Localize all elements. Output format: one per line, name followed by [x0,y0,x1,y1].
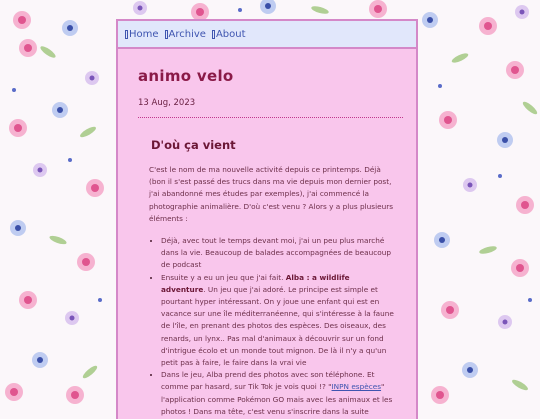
list-item [161,235,394,272]
nav-archive-label: Archive [168,28,206,40]
nav-archive-link[interactable] [165,29,206,40]
post-body [149,164,394,418]
nav-marker-icon [125,30,128,39]
nav-about-label: About [215,28,246,40]
bullet-text: " l'application comme Pokémon GO mais avec les animaux et les photos ! Dans ma tête, c'est venu s'inscrire dans la suite [161,382,393,416]
nav-home-link[interactable] [125,29,159,40]
nav-about-link[interactable] [212,29,246,40]
nav-marker-icon [212,30,215,39]
post-card [116,19,418,419]
inpn-especes-link[interactable]: INPN espèces [331,382,382,392]
dotted-divider [138,117,403,118]
nav-marker-icon [165,30,168,39]
bullet-list [149,235,394,418]
post-date: 13 Aug, 2023 [138,98,196,108]
list-item [161,272,394,370]
bullet-text: Dans le jeu, Alba prend des photos avec son téléphone. Et comme par hasard, sur Tik Tok je vois quoi !? " [161,370,375,392]
nav-home-label: Home [129,28,159,40]
bullet-text: . Un jeu que j'ai adoré. Le principe est simple et pourtant hyper intéressant. On y joue une enfant qui est en vacance sur une île méditerranéenne, qui s'intéresse à la faune de l'île, en prenant des photos des espèces. Des oiseaux, des renards, un lynx.. Pas mal d'animaux à découvrir sur un fond d'intrigue écolo et un monde tout mignon. De là il n'y a qu'un petit pas à faire, le faire dans la vrai vie [161,284,394,368]
game-title: Alba : a wildlife adventure [161,272,350,294]
bullet-text: Ensuite y a eu un jeu que j'ai fait. [161,272,286,282]
list-item [161,369,394,418]
bullet-text: Déjà, avec tout le temps devant moi, j'ai un peu plus marché dans la vie. Beaucoup de balades accompagnées de beaucoup de podcast [161,236,391,270]
post-title: animo velo [138,67,234,85]
top-nav [118,21,416,49]
intro-paragraph: C'est le nom de ma nouvelle activité depuis ce printemps. Déjà (bon il s'est passé des trucs dans ma vie depuis mon dernier post, j'ai abandonné mes études par exemples), j'ai commencé la photographie animalière. D'où c'est venu ? Alors y a plus plusieurs éléments : [149,165,394,223]
section-heading: D'où ça vient [151,138,236,152]
